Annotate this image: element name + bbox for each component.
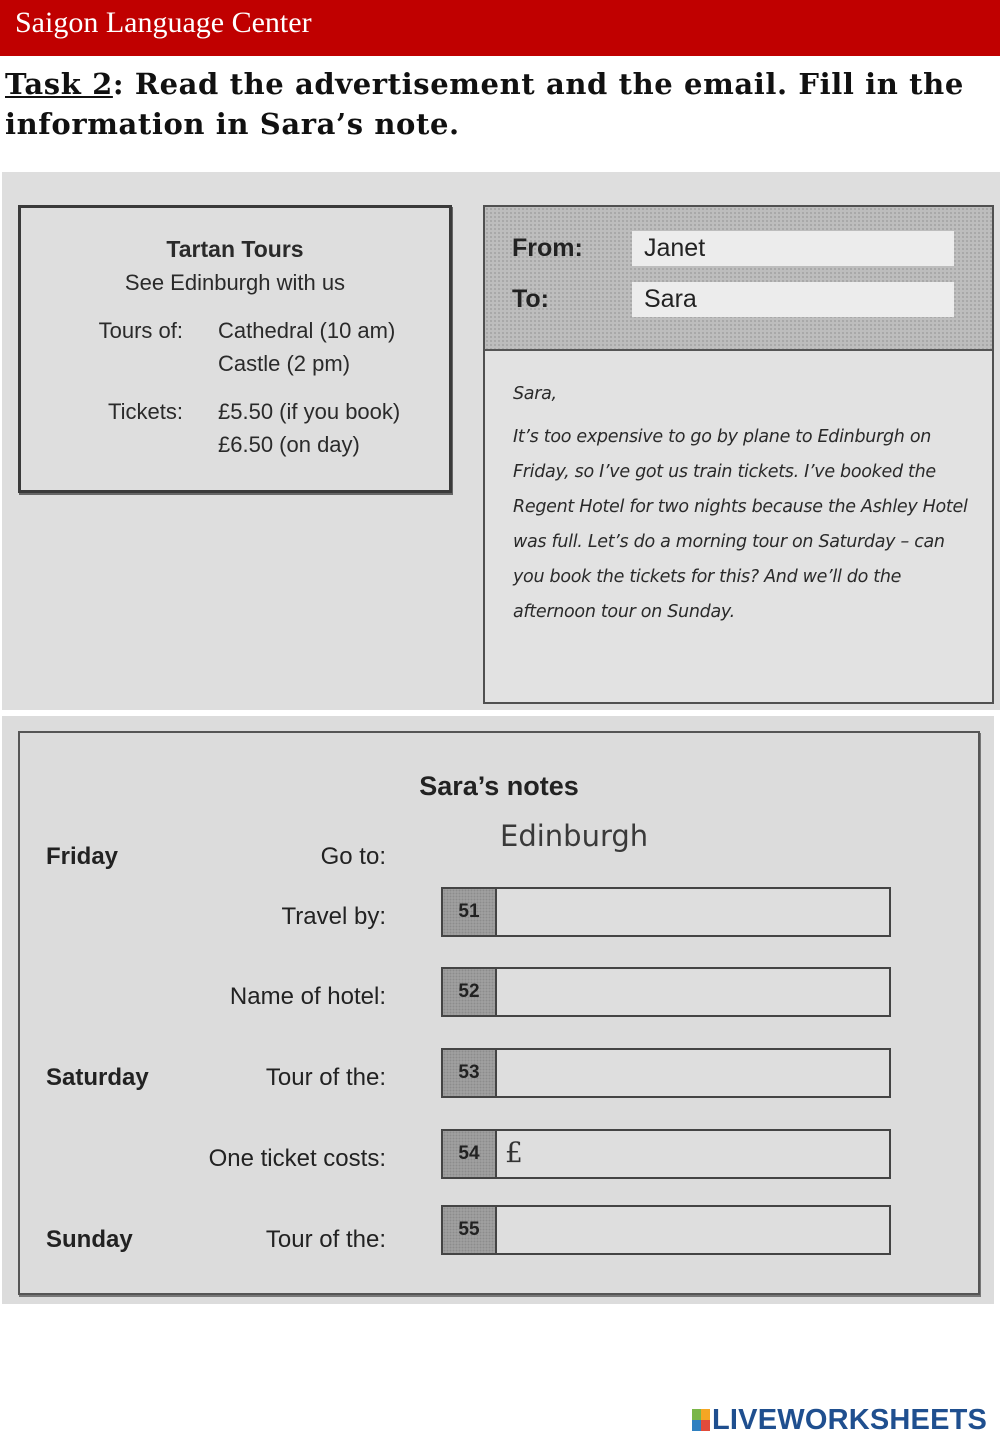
answer-input-54[interactable] bbox=[525, 1131, 885, 1177]
ticket-price-day: £6.50 (on day) bbox=[218, 432, 360, 457]
email-from-value: Janet bbox=[644, 234, 706, 262]
notes-title: Sara’s notes bbox=[419, 771, 579, 801]
tickets-label: Tickets: bbox=[108, 399, 183, 424]
day-friday: Friday bbox=[46, 843, 119, 870]
notes-scan bbox=[2, 716, 994, 1304]
answer-box-52 bbox=[441, 967, 891, 1017]
saturday-tour-label: Tour of the: bbox=[265, 1064, 386, 1091]
question-number-51: 51 bbox=[443, 889, 497, 935]
email-to-field bbox=[632, 282, 954, 317]
email-greeting: Sara, bbox=[513, 384, 557, 404]
task-label: Task 2 bbox=[5, 67, 113, 101]
answer-input-55[interactable] bbox=[497, 1207, 885, 1253]
header-title: Saigon Language Center bbox=[15, 6, 312, 39]
day-saturday: Saturday bbox=[46, 1064, 149, 1091]
question-number-55: 55 bbox=[443, 1207, 497, 1253]
advert-email-scan bbox=[2, 172, 1000, 710]
email-to-value: Sara bbox=[644, 285, 697, 313]
ticket-price-book: £5.50 (if you book) bbox=[218, 399, 401, 424]
answer-input-53[interactable] bbox=[497, 1050, 885, 1096]
answer-box-53 bbox=[441, 1048, 891, 1098]
email-message: It’s too expensive to go by plane to Edinburgh on Friday, so I’ve got us train tickets. I’ve booked the Regent Hotel for two nights because the Ashley Hotel was full. Let’s do a morning tour on Saturday – can you book the tickets for this? And we’ll do the afternoon tour on Sunday. bbox=[513, 427, 968, 622]
liveworksheets-logo-icon bbox=[692, 1409, 710, 1431]
question-number-52: 52 bbox=[443, 969, 497, 1015]
header-bar bbox=[0, 0, 1000, 56]
answer-input-52[interactable] bbox=[497, 969, 885, 1015]
task-instructions bbox=[5, 64, 995, 144]
task-text: : Read the advertisement and the email. Fill in the information in Sara’s note. bbox=[5, 67, 964, 141]
question-number-53: 53 bbox=[443, 1050, 497, 1096]
answer-box-51 bbox=[441, 887, 891, 937]
email-to-label: To: bbox=[512, 285, 550, 313]
answer-box-54 bbox=[441, 1129, 891, 1179]
pound-sign: £ bbox=[505, 1136, 523, 1169]
tours-label: Tours of: bbox=[98, 318, 183, 343]
day-sunday: Sunday bbox=[46, 1226, 133, 1253]
question-number-54: 54 bbox=[443, 1131, 497, 1177]
email-box bbox=[483, 205, 994, 704]
answer-box-55 bbox=[441, 1205, 891, 1255]
sunday-tour-label: Tour of the: bbox=[265, 1226, 386, 1253]
brand-name: LIVEWORKSHEETS bbox=[712, 1403, 988, 1436]
go-to-label: Go to: bbox=[320, 843, 386, 870]
go-to-value: Edinburgh bbox=[500, 819, 649, 853]
advert-title: Tartan Tours bbox=[166, 236, 304, 262]
ticket-cost-label: One ticket costs: bbox=[208, 1145, 386, 1172]
tour-cathedral: Cathedral (10 am) bbox=[218, 318, 396, 343]
advertisement-box bbox=[18, 205, 452, 493]
travel-by-label: Travel by: bbox=[281, 903, 386, 930]
email-from-label: From: bbox=[512, 234, 583, 262]
hotel-name-label: Name of hotel: bbox=[229, 983, 386, 1010]
tour-castle: Castle (2 pm) bbox=[218, 351, 351, 376]
advert-subtitle: See Edinburgh with us bbox=[124, 270, 346, 295]
email-header bbox=[485, 207, 992, 351]
liveworksheets-branding bbox=[692, 1402, 987, 1438]
email-body bbox=[513, 377, 973, 630]
answer-input-51[interactable] bbox=[497, 889, 885, 935]
saras-notes-box bbox=[18, 731, 980, 1295]
email-from-field bbox=[632, 231, 954, 266]
